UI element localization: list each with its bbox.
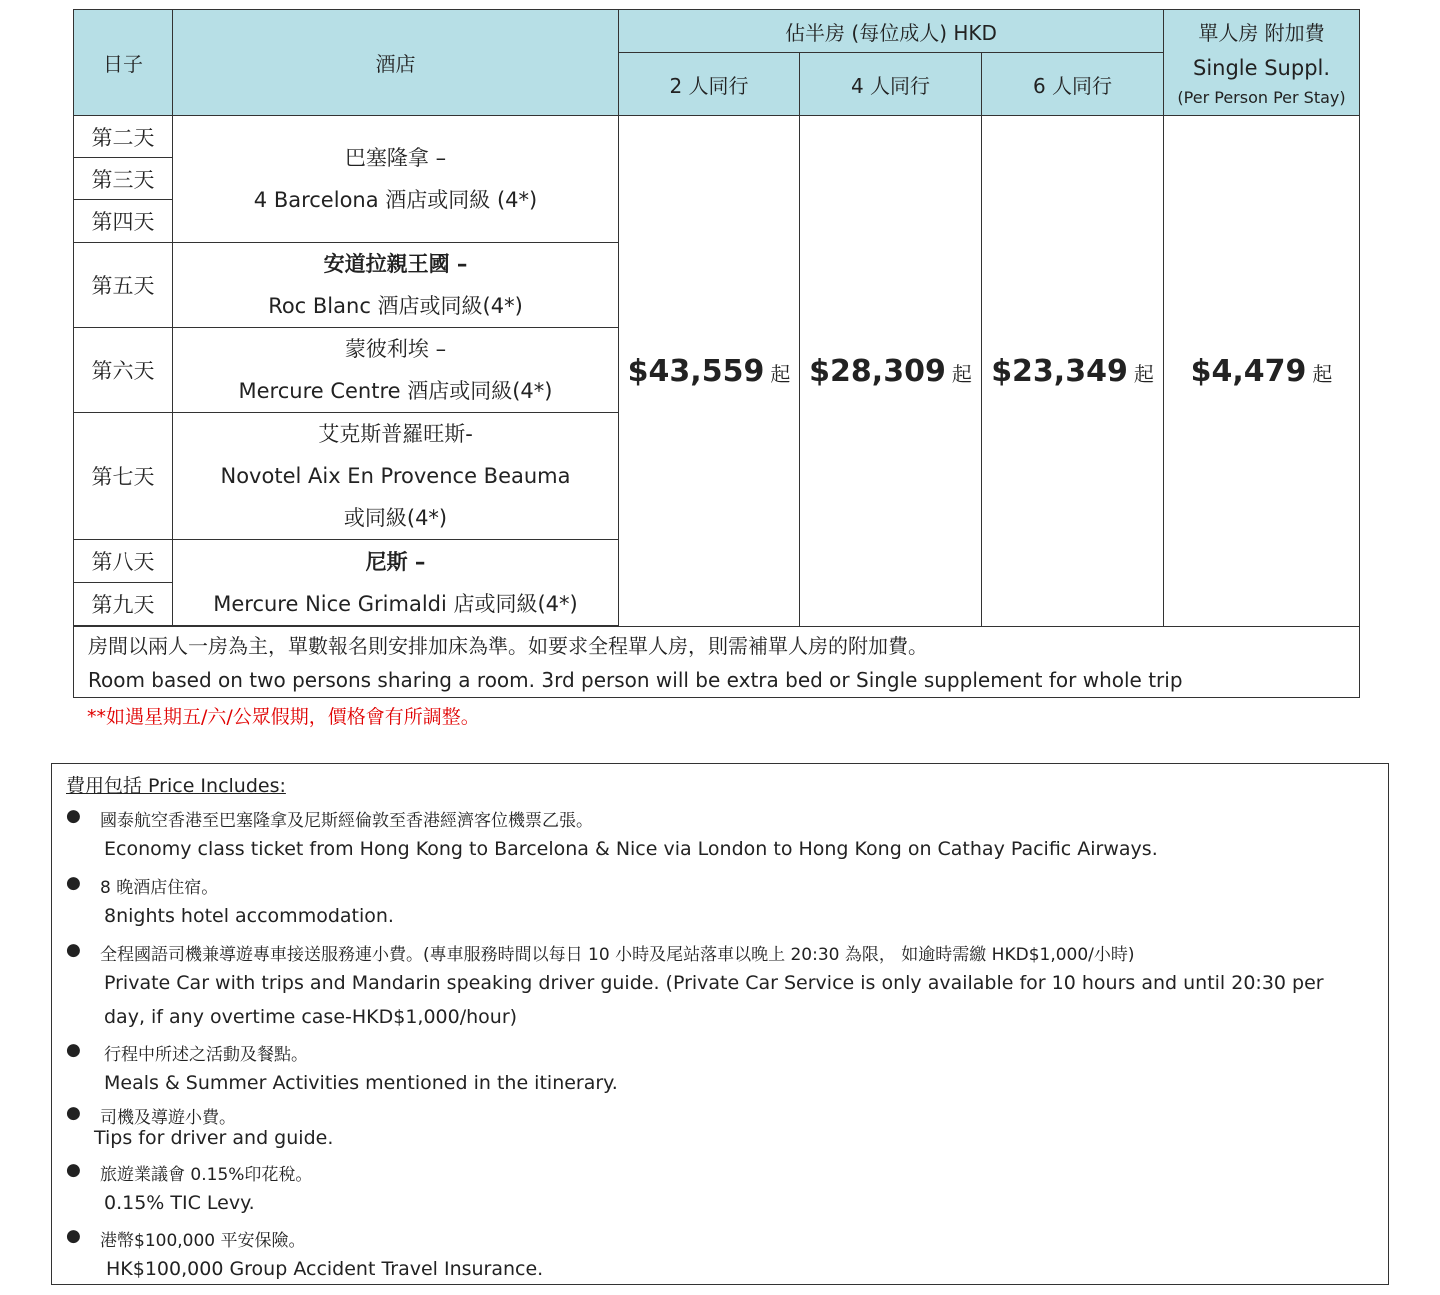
- price-suffix: 起: [770, 361, 791, 386]
- price-value: $23,349: [991, 353, 1128, 389]
- price-value: $28,309: [809, 353, 946, 389]
- price-2-persons: [619, 116, 800, 627]
- day-cell: 第三天: [74, 158, 173, 200]
- price-value: $43,559: [627, 353, 765, 389]
- hotel-city: 艾克斯普羅旺斯-: [318, 422, 473, 446]
- item-en: HK$100,000 Group Accident Travel Insurance.: [106, 1258, 544, 1280]
- item-en: Meals & Summer Activities mentioned in the itinerary.: [104, 1072, 618, 1094]
- hotel-name: Mercure Centre 酒店或同級(4*): [238, 379, 553, 403]
- item-cn: 司機及導遊小費。: [100, 1108, 236, 1128]
- bullet-icon: ●: [66, 806, 81, 826]
- day-cell: 第六天: [74, 328, 173, 413]
- room-note-cn: 房間以兩人一房為主，單數報名則安排加床為準。如要求全程單人房，則需補單人房的附加費。: [88, 634, 928, 658]
- header-single-supplement: [1164, 10, 1360, 116]
- price-suffix: 起: [1133, 361, 1154, 386]
- item-cn: 行程中所述之活動及餐點。: [104, 1045, 308, 1065]
- single-cn: 單人房 附加費: [1198, 20, 1325, 45]
- item-cn: 全程國語司機兼導遊專車接送服務連小費。(專車服務時間以每日 10 小時及尾站落車以晚上 20:30 為限， 如逾時需繳 HKD$1,000/小時): [100, 945, 1135, 965]
- bullet-icon: ●: [66, 1226, 81, 1246]
- item-en: 0.15% TIC Levy.: [104, 1192, 255, 1214]
- header-2-persons: 2 人同行: [619, 53, 800, 116]
- item-cn: 港幣$100,000 平安保險。: [100, 1231, 306, 1251]
- day-cell: 第五天: [74, 243, 173, 328]
- hotel-city: 安道拉親王國 –: [323, 252, 468, 276]
- price-suffix: 起: [1312, 361, 1333, 386]
- day-cell: 第七天: [74, 413, 173, 540]
- day-cell: 第八天: [74, 540, 173, 583]
- room-note-en: Room based on two persons sharing a room. 3rd person will be extra bed or Single supplement for whole trip: [88, 668, 1183, 692]
- item-cn: 8 晚酒店住宿。: [100, 878, 219, 898]
- hotel-cell: [173, 243, 619, 328]
- hotel-city: 巴塞隆拿 –: [344, 146, 447, 170]
- item-cn: 國泰航空香港至巴塞隆拿及尼斯經倫敦至香港經濟客位機票乙張。: [100, 811, 593, 831]
- price-value: $4,479: [1190, 353, 1307, 389]
- bullet-icon: ●: [66, 1103, 81, 1123]
- header-day: 日子: [74, 10, 173, 116]
- hotel-cell: [173, 116, 619, 243]
- hotel-cell: [173, 413, 619, 540]
- hotel-grade: 或同級(4*): [343, 506, 448, 530]
- bullet-icon: ●: [66, 873, 81, 893]
- price-warning: **如遇星期五/六/公眾假期，價格會有所調整。: [87, 706, 480, 728]
- includes-title: 費用包括 Price Includes:: [66, 775, 286, 797]
- price-4-persons: [800, 116, 982, 627]
- header-4-persons: 4 人同行: [800, 53, 982, 116]
- header-6-persons: 6 人同行: [982, 53, 1164, 116]
- room-note: [74, 627, 1360, 698]
- price-6-persons: [982, 116, 1164, 627]
- hotel-name: 4 Barcelona 酒店或同級 (4*): [253, 188, 538, 212]
- item-cn: 旅遊業議會 0.15%印花稅。: [100, 1165, 313, 1185]
- hotel-name: Mercure Nice Grimaldi 店或同級(4*): [213, 591, 578, 616]
- single-en: Single Suppl.: [1192, 55, 1331, 80]
- header-twin-share: 佔半房 (每位成人) HKD: [619, 10, 1164, 53]
- day-cell: 第四天: [74, 200, 173, 243]
- hotel-cell: [173, 540, 619, 626]
- bullet-icon: ●: [66, 1040, 81, 1060]
- price-suffix: 起: [951, 361, 972, 386]
- price-table: [73, 9, 1360, 698]
- bullet-icon: ●: [66, 940, 81, 960]
- bullet-icon: ●: [66, 1160, 81, 1180]
- item-en: Private Car with trips and Mandarin speaking driver guide. (Private Car Service is only available for 10 hours and until 20:30 per day, if any overtime case-HKD$1,000/hour): [104, 972, 1324, 1028]
- hotel-name: Roc Blanc 酒店或同級(4*): [268, 294, 523, 318]
- hotel-city: 蒙彼利埃 –: [344, 337, 447, 361]
- hotel-cell: [173, 328, 619, 413]
- price-single: [1164, 116, 1360, 627]
- single-sub: (Per Person Per Stay): [1177, 87, 1346, 107]
- price-includes-box: [51, 763, 1389, 1285]
- item-en: Economy class ticket from Hong Kong to Barcelona & Nice via London to Hong Kong on Cathay Pacific Airways.: [104, 838, 1158, 860]
- hotel-city: 尼斯 –: [365, 549, 426, 574]
- hotel-name: Novotel Aix En Provence Beauma: [220, 464, 571, 488]
- header-hotel: 酒店: [173, 10, 619, 116]
- day-cell: 第九天: [74, 583, 173, 626]
- day-cell: 第二天: [74, 116, 173, 158]
- item-en: 8nights hotel accommodation.: [104, 905, 394, 927]
- item-en: Tips for driver and guide.: [94, 1127, 334, 1149]
